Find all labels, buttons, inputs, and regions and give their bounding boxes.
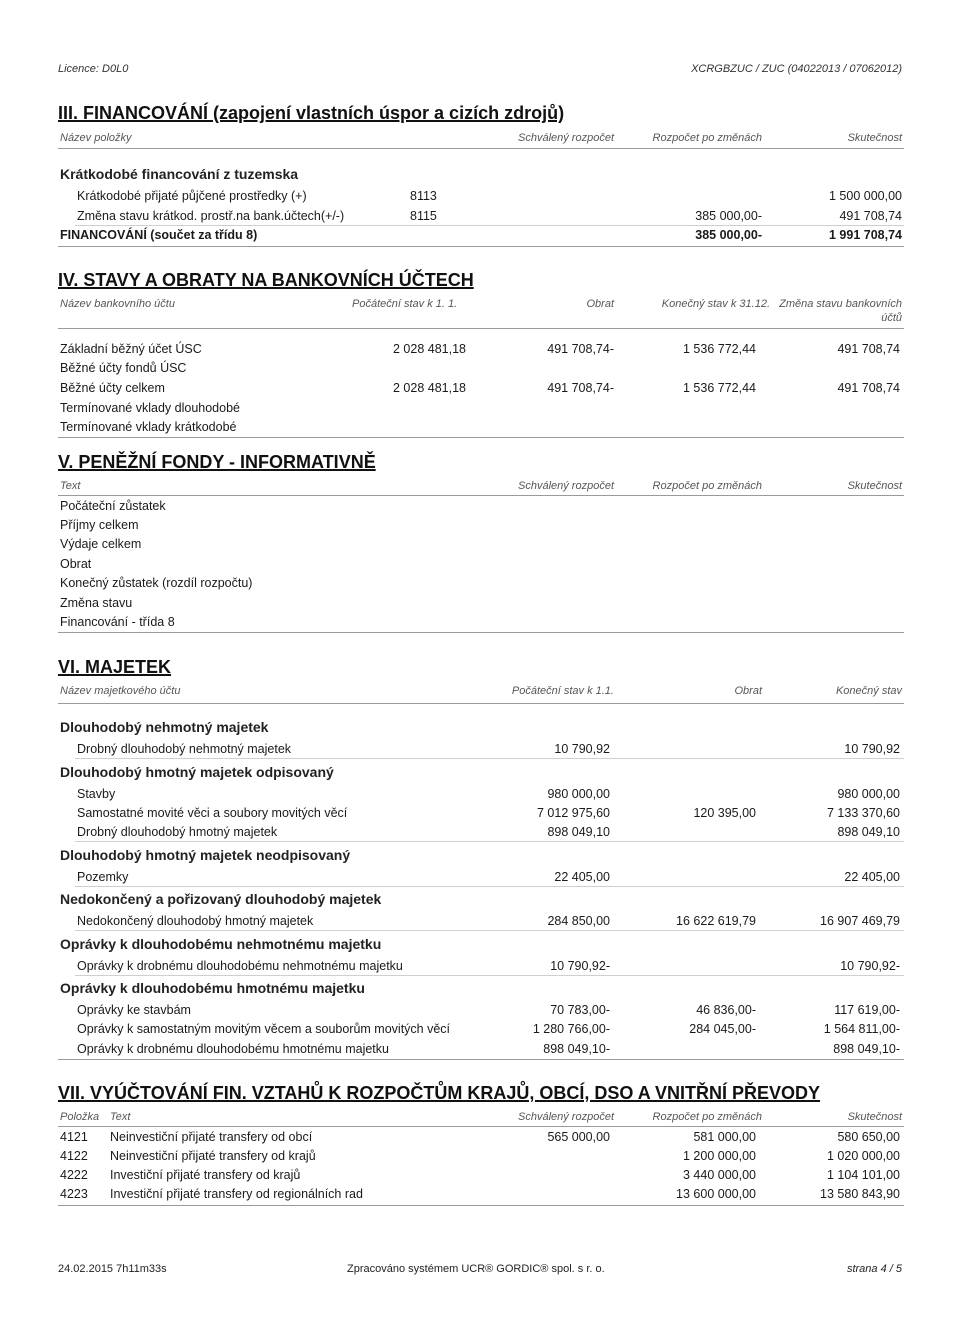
page-number: strana 4 / 5 (846, 1263, 902, 1275)
divider (75, 841, 904, 842)
table-cell: 46 836,00- (696, 1003, 756, 1017)
divider (58, 1126, 904, 1127)
table-row-name: Změna stavu (60, 596, 133, 610)
group-title: Dlouhodobý nehmotný majetek (60, 719, 269, 735)
column-header: Obrat (734, 685, 762, 697)
divider (58, 632, 904, 633)
divider (58, 328, 904, 329)
table-cell: 13 580 843,90 (820, 1187, 900, 1201)
table-cell: 2 028 481,18 (393, 381, 466, 395)
table-cell: 898 049,10- (543, 1042, 610, 1056)
group-title: Krátkodobé financování z tuzemska (60, 166, 299, 182)
table-row-name: Výdaje celkem (60, 537, 142, 551)
column-header: Rozpočet po změnách (652, 132, 762, 144)
table-cell: 1 104 101,00 (827, 1168, 900, 1182)
table-row-name: Financování - třída 8 (60, 615, 175, 629)
table-row-code: 4223 (60, 1187, 88, 1201)
table-cell: 117 619,00- (834, 1003, 900, 1017)
divider (75, 886, 904, 887)
column-header: Skutečnost (847, 132, 902, 144)
table-row-name: Běžné účty celkem (60, 381, 165, 395)
divider (58, 437, 904, 438)
table-cell: 7 012 975,60 (537, 806, 610, 820)
table-row-code: 4122 (60, 1149, 88, 1163)
table-cell: 1 536 772,44 (683, 342, 756, 356)
table-row-name: Stavby (77, 787, 116, 801)
table-row-name: Termínované vklady dlouhodobé (60, 401, 240, 415)
table-row-name: Počáteční zůstatek (60, 499, 166, 513)
group-title: Dlouhodobý hmotný majetek odpisovaný (60, 764, 334, 780)
table-row-name: Neinvestiční přijaté transfery od obcí (110, 1130, 313, 1144)
divider (75, 975, 904, 976)
column-header: Rozpočet po změnách (652, 480, 762, 492)
table-row-name: Základní běžný účet ÚSC (60, 342, 202, 356)
total-row-name: FINANCOVÁNÍ (součet za třídu 8) (60, 228, 258, 242)
section-iii-title: III. FINANCOVÁNÍ (zapojení vlastních úspor a cizích zdrojů) (58, 103, 565, 123)
table-row-name: Oprávky k drobnému dlouhodobému nehmotnému majetku (77, 959, 403, 973)
column-header: Položka (60, 1111, 100, 1123)
footer-timestamp: 24.02.2015 7h11m33s (58, 1263, 167, 1275)
table-cell: 581 000,00 (693, 1130, 756, 1144)
table-row-code: 8113 (410, 189, 437, 203)
table-row-code: 4121 (60, 1130, 88, 1144)
table-row-name: Drobný dlouhodobý nehmotný majetek (77, 742, 292, 756)
footer-system: Zpracováno systémem UCR® GORDIC® spol. s r. o. (347, 1263, 605, 1275)
report-code: XCRGBZUC / ZUC (04022013 / 07062012) (691, 63, 902, 75)
table-cell: 7 133 370,60 (827, 806, 900, 820)
column-header: Počáteční stav k 1. 1. (352, 298, 458, 310)
table-cell: 1 280 766,00- (532, 1022, 610, 1036)
column-header: Skutečnost (847, 1111, 902, 1123)
column-header: účtů (881, 312, 902, 324)
table-cell: 10 790,92- (840, 959, 900, 973)
column-header: Rozpočet po změnách (652, 1111, 762, 1123)
table-row-name: Změna stavu krátkod. prostř.na bank.účtech(+/-) (77, 209, 345, 223)
group-title: Oprávky k dlouhodobému nehmotnému majetku (60, 936, 382, 952)
table-cell: 491 708,74 (839, 209, 902, 223)
column-header: Text (110, 1111, 131, 1123)
table-cell: 580 650,00 (837, 1130, 900, 1144)
table-row-name: Běžné účty fondů ÚSC (60, 361, 187, 375)
total-cell: 1 991 708,74 (829, 228, 902, 242)
table-row-name: Příjmy celkem (60, 518, 139, 532)
divider (75, 758, 904, 759)
table-cell: 22 405,00 (554, 870, 610, 884)
table-row-name: Drobný dlouhodobý hmotný majetek (77, 825, 278, 839)
table-cell: 10 790,92 (554, 742, 610, 756)
column-header: Počáteční stav k 1.1. (511, 685, 614, 697)
table-cell: 898 049,10 (547, 825, 610, 839)
table-cell: 70 783,00- (550, 1003, 610, 1017)
column-header: Schválený rozpočet (518, 1111, 614, 1123)
divider (58, 703, 904, 704)
table-cell: 385 000,00- (695, 209, 762, 223)
table-row-name: Krátkodobé přijaté půjčené prostředky (+) (77, 189, 307, 203)
table-cell: 1 500 000,00 (829, 189, 902, 203)
divider (58, 495, 904, 496)
section-vii-title: VII. VYÚČTOVÁNÍ FIN. VZTAHŮ K ROZPOČTŮM KRAJŮ, OBCÍ, DSO A VNITŘNÍ PŘEVODY (58, 1083, 821, 1103)
table-cell: 1 020 000,00 (827, 1149, 900, 1163)
table-row-name: Investiční přijaté transfery od krajů (110, 1168, 301, 1182)
table-cell: 22 405,00 (844, 870, 900, 884)
divider (58, 148, 904, 149)
group-title: Oprávky k dlouhodobému hmotnému majetku (60, 980, 365, 996)
divider (58, 1059, 904, 1060)
divider (75, 225, 904, 226)
column-header: Název bankovního účtu (60, 298, 175, 310)
table-cell: 980 000,00 (837, 787, 900, 801)
table-row-name: Nedokončený dlouhodobý hmotný majetek (77, 914, 314, 928)
column-header: Schválený rozpočet (518, 480, 614, 492)
table-cell: 16 622 619,79 (676, 914, 756, 928)
table-cell: 16 907 469,79 (820, 914, 900, 928)
column-header: Název majetkového účtu (60, 685, 181, 697)
table-row-name: Investiční přijaté transfery od regionálních rad (110, 1187, 363, 1201)
table-row-name: Samostatné movité věci a soubory movitých věcí (77, 806, 348, 820)
table-cell: 980 000,00 (547, 787, 610, 801)
column-header: Změna stavu bankovních (779, 298, 902, 310)
licence-label: Licence: D0L0 (58, 63, 129, 75)
divider (75, 930, 904, 931)
column-header: Název položky (60, 132, 132, 144)
divider (58, 246, 904, 247)
table-row-code: 8115 (410, 209, 437, 223)
table-row-name: Oprávky ke stavbám (77, 1003, 191, 1017)
group-title: Dlouhodobý hmotný majetek neodpisovaný (60, 847, 351, 863)
table-cell: 10 790,92 (844, 742, 900, 756)
table-cell: 3 440 000,00 (683, 1168, 756, 1182)
table-cell: 491 708,74 (837, 342, 900, 356)
section-iv-title: IV. STAVY A OBRATY NA BANKOVNÍCH ÚČTECH (58, 270, 474, 290)
table-cell: 284 850,00 (547, 914, 610, 928)
table-cell: 898 049,10 (837, 825, 900, 839)
table-cell: 120 395,00 (693, 806, 756, 820)
group-title: Nedokončený a pořizovaný dlouhodobý majetek (60, 891, 382, 907)
total-cell: 385 000,00- (695, 228, 762, 242)
table-cell: 491 708,74 (837, 381, 900, 395)
table-cell: 1 200 000,00 (683, 1149, 756, 1163)
table-cell: 10 790,92- (550, 959, 610, 973)
table-row-name: Oprávky k drobnému dlouhodobému hmotnému majetku (77, 1042, 389, 1056)
table-cell: 1 564 811,00- (823, 1022, 900, 1036)
column-header: Konečný stav (835, 685, 902, 697)
table-cell: 491 708,74- (547, 381, 614, 395)
column-header: Skutečnost (847, 480, 902, 492)
table-cell: 898 049,10- (833, 1042, 900, 1056)
table-row-code: 4222 (60, 1168, 88, 1182)
table-cell: 2 028 481,18 (393, 342, 466, 356)
table-cell: 1 536 772,44 (683, 381, 756, 395)
table-cell: 491 708,74- (547, 342, 614, 356)
section-vi-title: VI. MAJETEK (58, 657, 172, 677)
table-row-name: Neinvestiční přijaté transfery od krajů (110, 1149, 316, 1163)
column-header: Schválený rozpočet (518, 132, 614, 144)
section-v-title: V. PENĚŽNÍ FONDY - INFORMATIVNĚ (58, 452, 376, 472)
divider (58, 1205, 904, 1206)
table-row-name: Obrat (60, 557, 92, 571)
column-header: Konečný stav k 31.12. (661, 298, 770, 310)
table-row-name: Konečný zůstatek (rozdíl rozpočtu) (60, 576, 253, 590)
column-header: Obrat (586, 298, 614, 310)
table-cell: 13 600 000,00 (676, 1187, 756, 1201)
table-row-name: Pozemky (77, 870, 129, 884)
table-cell: 284 045,00- (689, 1022, 756, 1036)
table-cell: 565 000,00 (547, 1130, 610, 1144)
column-header: Text (60, 480, 81, 492)
table-row-name: Oprávky k samostatným movitým věcem a souborům movitých věcí (77, 1022, 451, 1036)
table-row-name: Termínované vklady krátkodobé (60, 420, 237, 434)
